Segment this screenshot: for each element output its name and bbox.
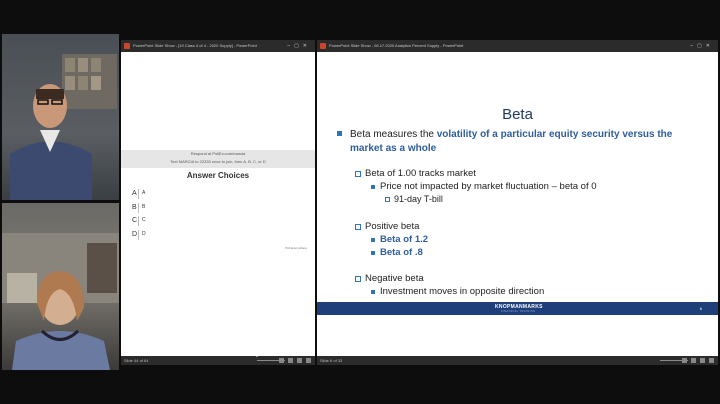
choice-divider — [138, 203, 139, 213]
choice-c-key: C — [132, 217, 138, 224]
brand-tagline: FINANCIAL TRAINING — [501, 310, 536, 313]
choice-c-label: C — [142, 217, 146, 223]
left-title-bar[interactable] — [121, 40, 315, 52]
choice-a — [132, 190, 146, 197]
choice-c — [132, 217, 146, 224]
sub-bullet-2a-text: Beta of 1.2 — [380, 234, 429, 245]
powerpoint-icon — [320, 43, 326, 49]
fit-icon[interactable] — [306, 358, 311, 363]
hollow-bullet-icon — [355, 171, 361, 177]
bullet-square-icon — [337, 131, 342, 136]
reading-view-icon[interactable] — [297, 358, 302, 363]
sorter-view-icon[interactable] — [691, 358, 696, 363]
participant-2-image — [2, 203, 119, 370]
choice-b-label: B — [142, 204, 146, 210]
right-status-bar — [317, 356, 718, 365]
main-bullet-highlight: volatility of a particular equity security versus the market as a whole — [350, 129, 673, 154]
right-slideshow-window[interactable] — [317, 40, 718, 365]
right-window-title: PowerPoint Slide Show - 06.17.2020 Analytics Percent Supply - PowerPoint — [329, 43, 464, 48]
hollow-bullet-icon — [355, 224, 361, 230]
sub-bullet-1a-i-text: 91-day T-bill — [394, 194, 443, 204]
choice-divider — [138, 216, 139, 226]
normal-view-icon[interactable] — [279, 358, 284, 363]
choice-a-key: A — [132, 190, 137, 197]
left-slideshow-window[interactable] — [121, 40, 315, 365]
sub-bullet-3a — [371, 286, 544, 297]
sub-bullet-1-text: Beta of 1.00 tracks market — [365, 168, 476, 179]
sub-bullet-3a-text: Investment moves in opposite direction — [380, 286, 545, 297]
poll-line-1: Respond at PollEv.com/marcia — [190, 151, 246, 156]
sub-bullet-1a-i — [385, 194, 443, 204]
sub-bullet-3-text: Negative beta — [365, 273, 424, 284]
poll-instructions — [121, 150, 315, 168]
bullet-square-icon — [371, 185, 375, 189]
window-controls[interactable]: –▢✕ — [287, 43, 311, 49]
answer-choices-heading: Answer Choices — [186, 171, 250, 180]
powerpoint-icon — [124, 43, 130, 49]
view-buttons[interactable] — [279, 358, 311, 363]
poll-line-2: Text MARCIA to 22333 once to join, then A, B, C, or D — [170, 159, 266, 164]
choice-d-label: D — [142, 231, 146, 237]
participant-1-image — [2, 34, 119, 200]
window-controls[interactable]: –▢✕ — [690, 43, 714, 49]
participant-video-2[interactable] — [2, 203, 119, 370]
sub-bullet-2b — [371, 247, 423, 258]
normal-view-icon[interactable] — [682, 358, 687, 363]
slide-title: Beta — [502, 106, 533, 123]
sub-bullet-1a-text: Price not impacted by market fluctuation – beta of 0 — [380, 181, 597, 192]
choice-b — [132, 204, 146, 211]
left-window-title: PowerPoint Slide Show - [19 Class 4 of 4 - 2020 Supply] - PowerPoint — [133, 43, 257, 48]
slide-page-number: 6 — [699, 306, 702, 311]
right-title-bar[interactable] — [317, 40, 718, 52]
sub-bullet-3 — [355, 273, 424, 284]
sub-bullet-2 — [355, 221, 419, 232]
bullet-square-icon — [371, 238, 375, 242]
left-slide-counter: Slide 44 of 64 — [124, 358, 149, 363]
reading-view-icon[interactable] — [700, 358, 705, 363]
main-bullet-text: Beta measures the — [350, 129, 437, 140]
hollow-bullet-icon — [355, 276, 361, 282]
right-slide-counter: Slide 6 of 33 — [320, 358, 343, 363]
left-status-bar — [121, 356, 315, 365]
choice-d — [132, 231, 146, 238]
sub-bullet-1a — [371, 181, 597, 192]
choice-d-key: D — [132, 231, 138, 238]
main-bullet — [337, 128, 687, 156]
brand-logo: KNOPMANMARKS — [495, 304, 543, 310]
sub-bullet-2-text: Positive beta — [365, 221, 420, 232]
choice-divider — [138, 230, 139, 240]
fit-icon[interactable] — [709, 358, 714, 363]
participant-video-1[interactable] — [2, 34, 119, 200]
sub-bullet-2a — [371, 234, 428, 245]
bullet-square-icon — [371, 251, 375, 255]
slide-footer-bar — [317, 302, 718, 315]
bullet-square-icon — [371, 290, 375, 294]
choice-b-key: B — [132, 204, 137, 211]
sub-bullet-1 — [355, 168, 476, 179]
poll-footer: Poll Everywhere — [285, 246, 307, 250]
sorter-view-icon[interactable] — [288, 358, 293, 363]
hollow-bullet-icon — [385, 197, 390, 202]
sub-bullet-2b-text: Beta of .8 — [380, 247, 423, 258]
choice-divider — [138, 189, 139, 199]
choice-a-label: A — [142, 190, 146, 196]
view-buttons[interactable] — [682, 358, 714, 363]
